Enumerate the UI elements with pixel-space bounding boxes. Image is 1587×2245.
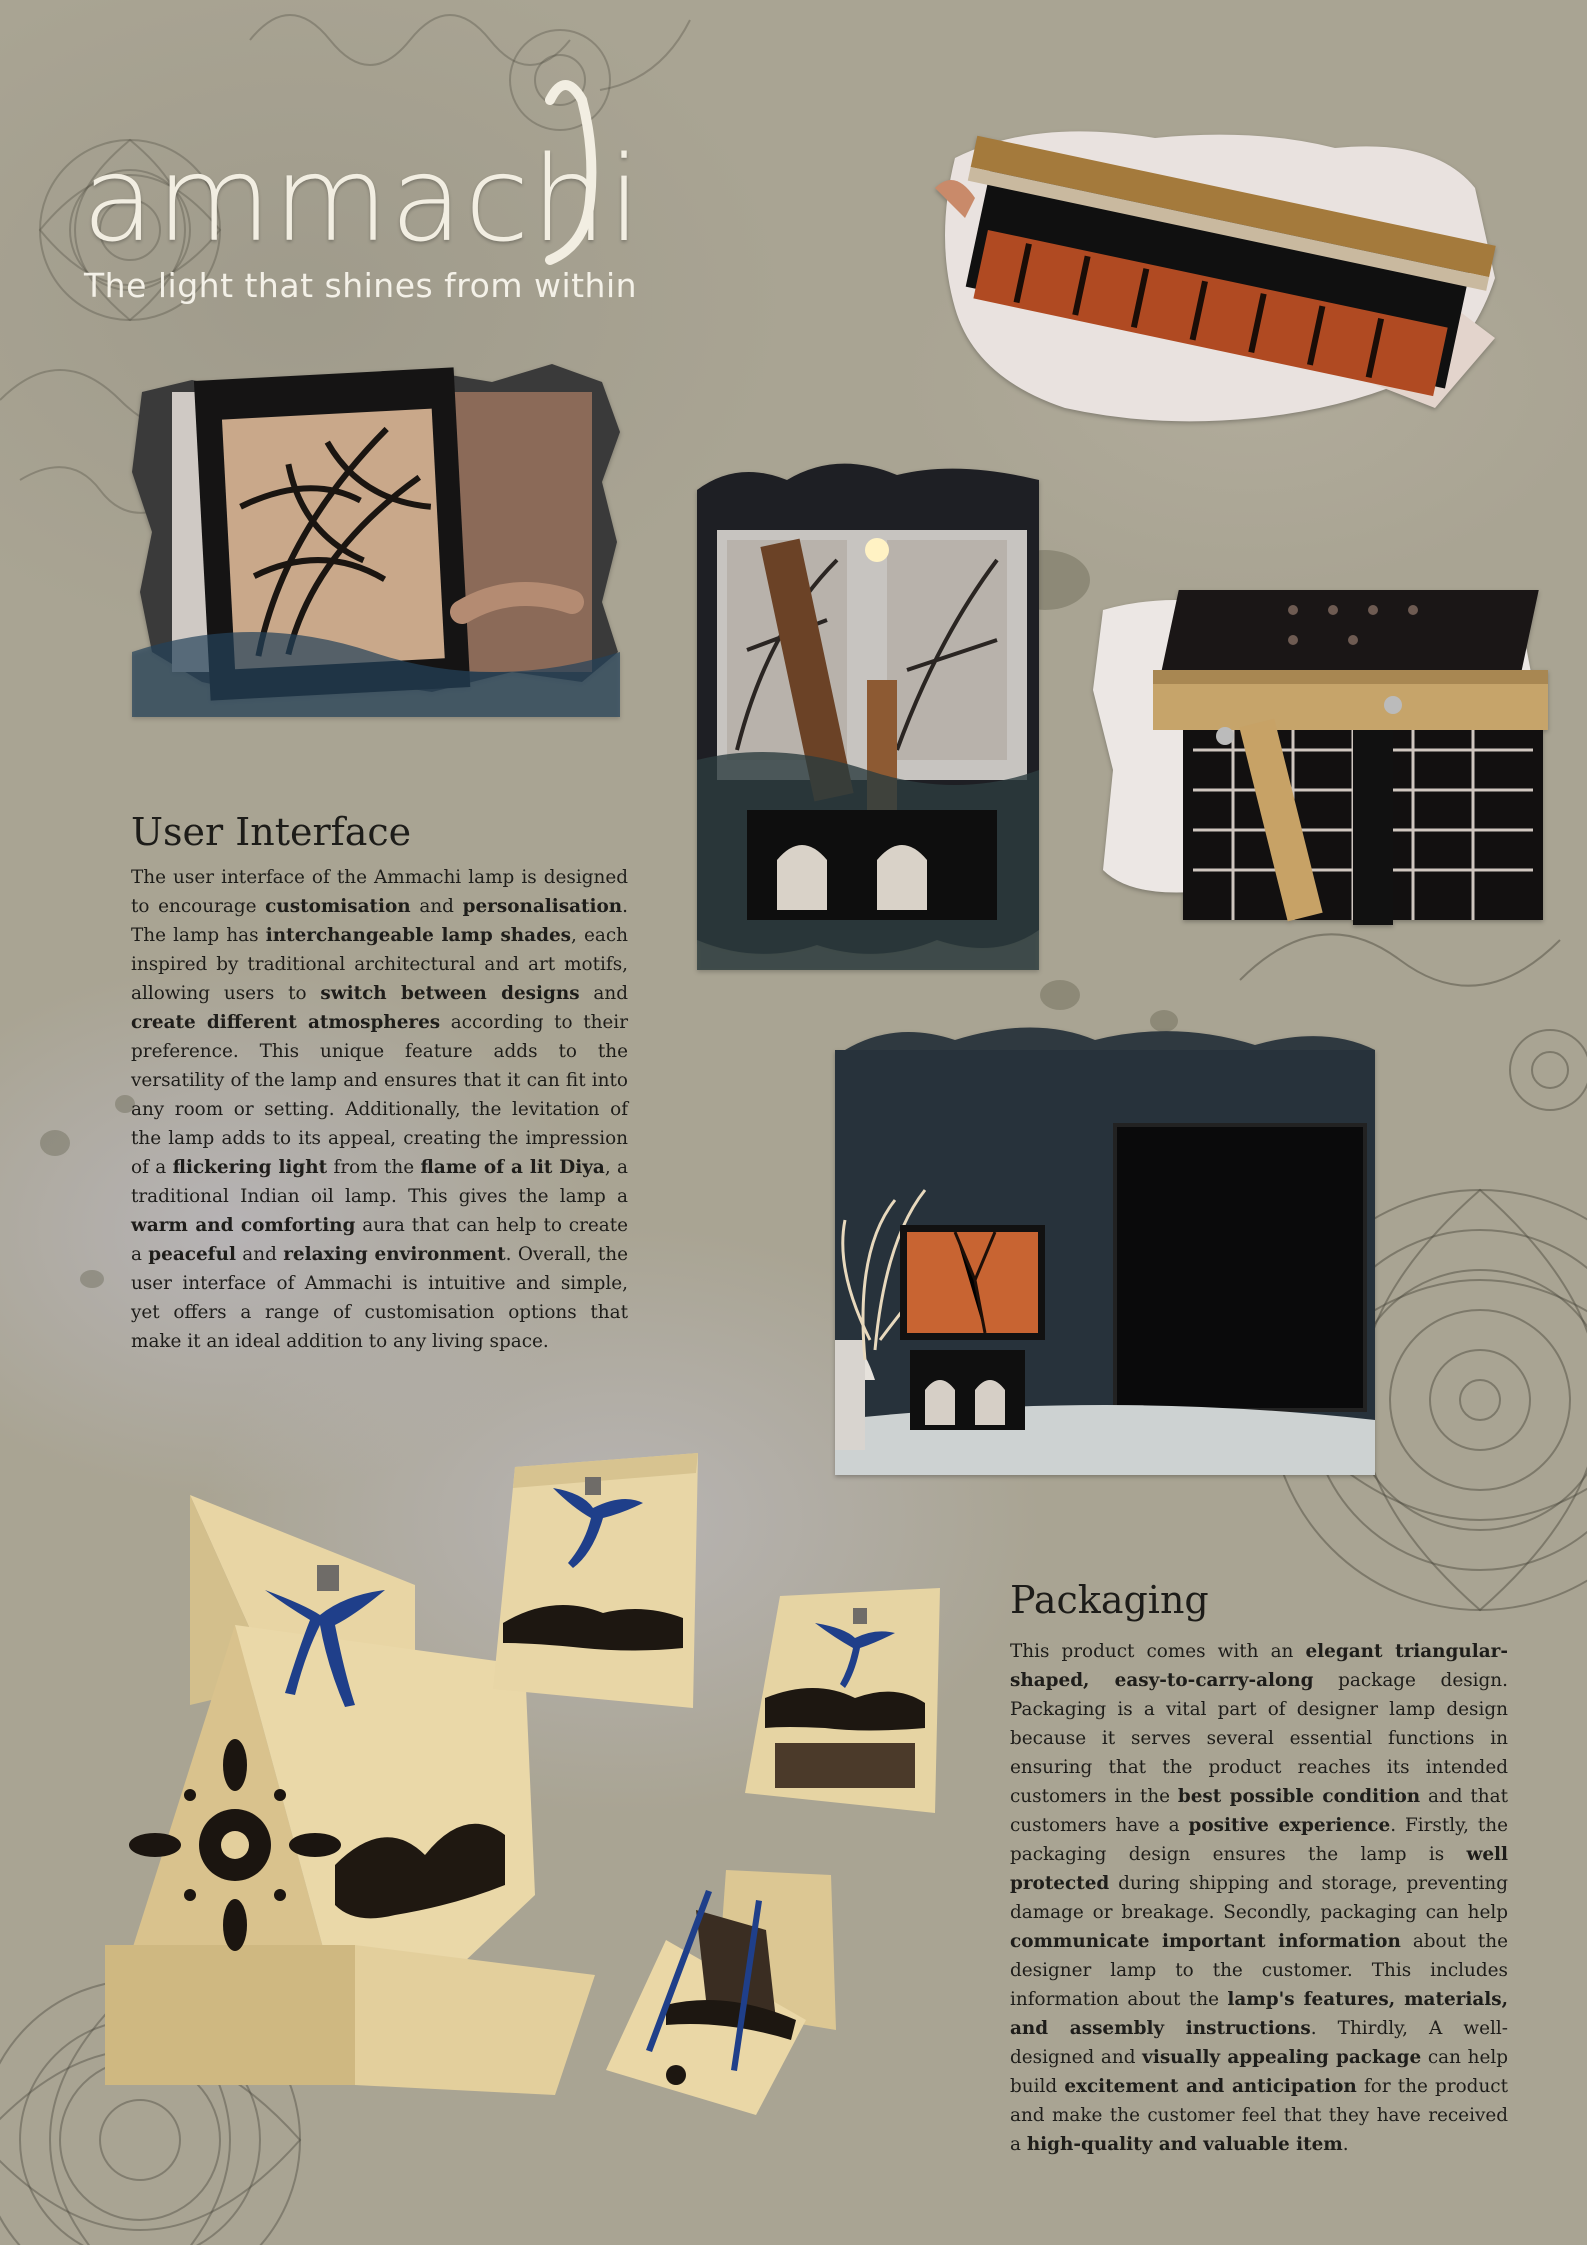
- user-interface-description: [131, 863, 628, 1356]
- body-text-run: . Thirdly, A well-designed and: [1010, 2018, 1509, 2068]
- emphasis-text: warm and comforting: [131, 1215, 356, 1236]
- emphasis-text: high-quality and valuable item: [1026, 2134, 1343, 2155]
- emphasis-text: lamp's features, materials, and assembly instructions: [1010, 1989, 1508, 2039]
- body-text-run: and: [579, 983, 628, 1004]
- photo-package-closed: [493, 1453, 703, 1711]
- emphasis-text: create different atmospheres: [131, 1012, 441, 1033]
- body-text-run: package design. Packaging is a vital part of designer lamp design because it serves several essential functions in ensuring that the product reaches its intended customers in the: [1010, 1670, 1508, 1807]
- emphasis-text: peaceful: [148, 1244, 236, 1265]
- emphasis-text: personalisation: [462, 896, 623, 917]
- body-text-run: . The lamp has: [131, 896, 628, 946]
- body-text-run: and: [410, 896, 463, 917]
- logo-flame-hook: [530, 70, 610, 270]
- photo-lamp-assembled: [697, 450, 1039, 970]
- photo-package-open-top: [606, 1870, 836, 2115]
- photo-leaf-lamp-shade: [132, 352, 620, 717]
- body-text-run: and: [235, 1244, 284, 1265]
- body-text-run: This product comes with an: [1010, 1641, 1306, 1662]
- body-text-run: aura that can help to create a: [131, 1215, 628, 1265]
- emphasis-text: relaxing environment: [283, 1244, 506, 1265]
- body-text-run: , each inspired by traditional architectural and art motifs, allowing users to: [131, 925, 628, 1004]
- photo-lamp-held-top: [915, 108, 1510, 438]
- emphasis-text: positive experience: [1188, 1815, 1391, 1836]
- emphasis-text: interchangeable lamp shades: [265, 925, 572, 946]
- emphasis-text: best possible condition: [1177, 1786, 1421, 1807]
- emphasis-text: switch between designs: [320, 983, 580, 1004]
- packaging-description: [1010, 1637, 1508, 2159]
- photo-package-open-front: [745, 1588, 940, 1813]
- emphasis-text: flickering light: [172, 1157, 328, 1178]
- emphasis-text: flame of a lit Diya: [420, 1157, 605, 1178]
- ink-blot: [80, 1270, 104, 1288]
- section-heading-packaging: Packaging: [1010, 1578, 1209, 1622]
- emphasis-text: visually appealing package: [1142, 2047, 1422, 2068]
- body-text-run: .: [1342, 2134, 1349, 2155]
- body-text-run: according to their preference. This unique feature adds to the versatility of the lamp and ensures that it can fit into any room or setting. Additionally, the levitation of the lamp adds to its appeal, creating the impression of a: [131, 1012, 628, 1178]
- emphasis-text: excitement and anticipation: [1064, 2076, 1357, 2097]
- emphasis-text: customisation: [265, 896, 411, 917]
- photo-lamp-lattice: [1093, 570, 1563, 925]
- brand-logo: [82, 70, 642, 330]
- body-text-run: and that customers have a: [1010, 1786, 1508, 1836]
- body-text-run: , a traditional Indian oil lamp. This gives the lamp a: [131, 1157, 629, 1207]
- emphasis-text: elegant triangular-shaped, easy-to-carry-along: [1010, 1641, 1509, 1691]
- body-text-run: can help build: [1010, 2047, 1508, 2097]
- body-text-run: The user interface of the Ammachi lamp is designed to encourage: [131, 867, 628, 917]
- photo-living-room: [835, 1020, 1375, 1475]
- ink-blot: [40, 1130, 70, 1156]
- body-text-run: . Firstly, the packaging design ensures the lamp is: [1010, 1815, 1508, 1865]
- body-text-run: from the: [327, 1157, 421, 1178]
- body-text-run: during shipping and storage, preventing damage or breakage. Secondly, packaging can help: [1010, 1873, 1508, 1923]
- ink-blot: [1040, 980, 1080, 1010]
- brand-tagline: The light that shines from within: [84, 266, 638, 305]
- emphasis-text: communicate important information: [1010, 1931, 1401, 1952]
- section-heading-user-interface: User Interface: [131, 810, 412, 854]
- brand-wordmark: ammachi: [82, 130, 643, 268]
- body-text-run: . Overall, the user interface of Ammachi is intuitive and simple, yet offers a range of customisation options that make it an ideal addition to any living space.: [131, 1244, 629, 1352]
- body-text-run: about the designer lamp to the customer. This includes information about the: [1010, 1931, 1508, 2010]
- emphasis-text: well protected: [1010, 1844, 1508, 1894]
- body-text-run: for the product and make the customer feel that they have received a: [1010, 2076, 1508, 2155]
